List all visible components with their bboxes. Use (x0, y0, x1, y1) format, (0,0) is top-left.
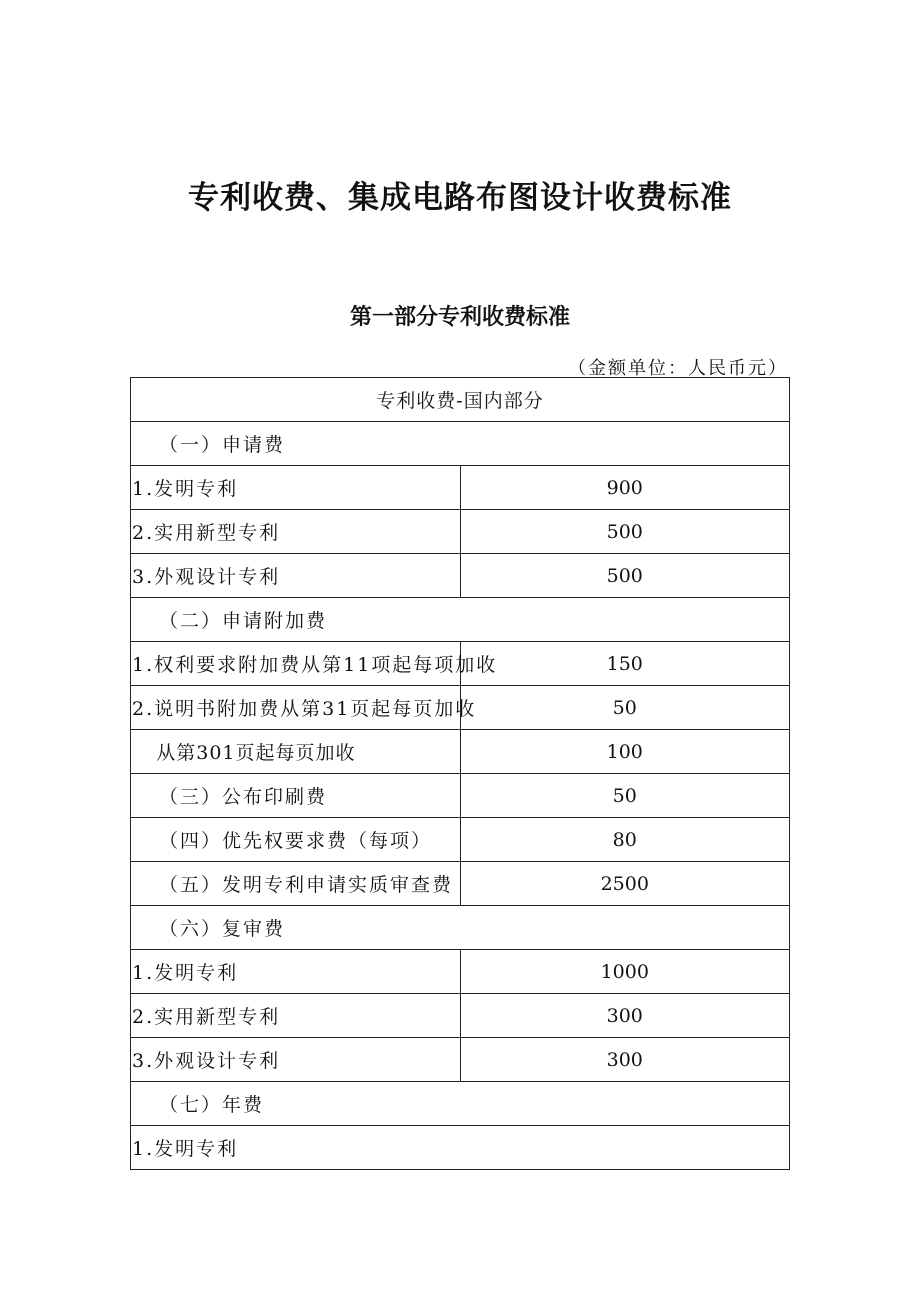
table-row (131, 422, 790, 466)
item-amount: 50 (460, 686, 790, 730)
item-amount: 500 (460, 510, 790, 554)
category-amount: 50 (460, 774, 790, 818)
category-label: （三）公布印刷费 (131, 774, 461, 818)
category-label: （五）发明专利申请实质审查费 (131, 862, 461, 906)
currency-unit-note: （金额单位：人民币元） (568, 358, 788, 379)
table-row (131, 1082, 790, 1126)
table-row (131, 818, 790, 862)
category-label: （二）申请附加费 (131, 598, 790, 642)
subitem-label: 从第301页起每页加收 (131, 730, 461, 774)
table-row (131, 510, 790, 554)
table-row (131, 862, 790, 906)
table-row (131, 642, 790, 686)
item-label: 1.权利要求附加费从第11项起每项加收 (131, 642, 461, 686)
item-amount: 150 (460, 642, 790, 686)
item-amount: 1000 (460, 950, 790, 994)
category-label: （七）年费 (131, 1082, 790, 1126)
item-amount: 300 (460, 1038, 790, 1082)
fee-table (130, 377, 790, 1170)
item-label: 3.外观设计专利 (131, 1038, 461, 1082)
category-label: （六）复审费 (131, 906, 790, 950)
category-amount: 2500 (460, 862, 790, 906)
item-amount: 500 (460, 554, 790, 598)
item-label: 2.说明书附加费从第31页起每页加收 (131, 686, 461, 730)
table-row (131, 730, 790, 774)
item-label: 1.发明专利 (131, 1126, 790, 1170)
item-label: 2.实用新型专利 (131, 994, 461, 1038)
table-row (131, 598, 790, 642)
table-header-row (131, 378, 790, 422)
table-row (131, 906, 790, 950)
category-amount: 80 (460, 818, 790, 862)
category-label: （一）申请费 (131, 422, 790, 466)
section-title: 第一部分专利收费标准 (349, 305, 570, 330)
item-amount: 900 (460, 466, 790, 510)
table-row (131, 1126, 790, 1170)
item-label: 1.发明专利 (131, 466, 461, 510)
table-row (131, 994, 790, 1038)
item-amount: 300 (460, 994, 790, 1038)
document-title: 专利收费、集成电路布图设计收费标准 (188, 180, 732, 216)
item-amount: 100 (460, 730, 790, 774)
table-row (131, 950, 790, 994)
item-label: 1.发明专利 (131, 950, 461, 994)
item-label: 2.实用新型专利 (131, 510, 461, 554)
table-row (131, 774, 790, 818)
table-row (131, 1038, 790, 1082)
category-label: （四）优先权要求费（每项） (131, 818, 461, 862)
table-row (131, 466, 790, 510)
item-label: 3.外观设计专利 (131, 554, 461, 598)
table-header: 专利收费-国内部分 (131, 378, 790, 422)
table-row (131, 686, 790, 730)
table-row (131, 554, 790, 598)
